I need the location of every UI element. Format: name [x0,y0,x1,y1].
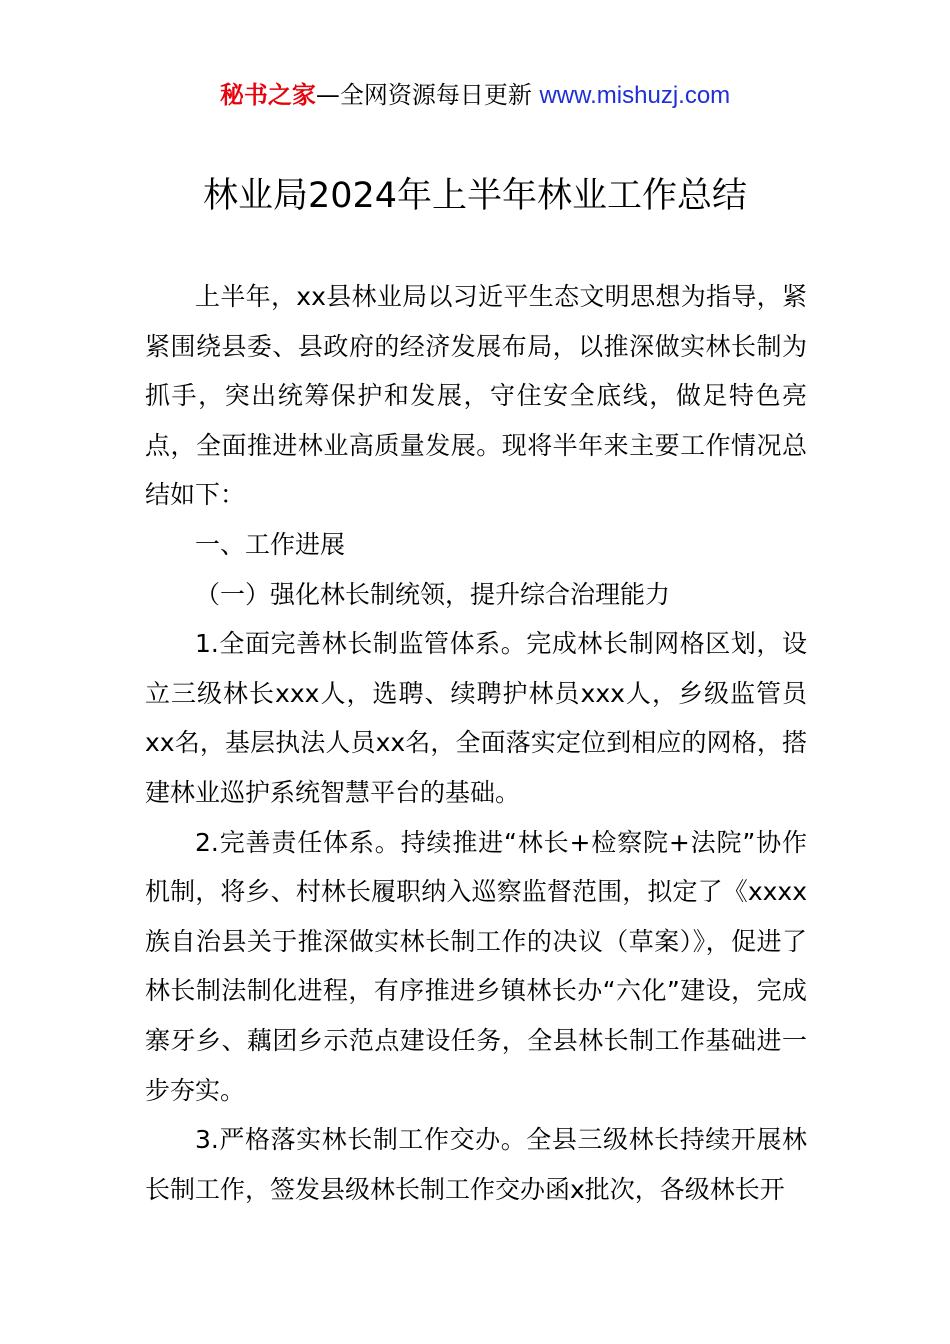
site-brand: 秘书之家 [219,81,316,109]
document-title: 林业局2024年上半年林业工作总结 [202,176,748,216]
site-tagline: —全网资源每日更新 [315,81,540,109]
section-heading: 一、工作进展 [195,529,346,559]
body-paragraph: 2.完善责任体系。持续推进“林长+检察院+法院”协作机制，将乡、村林长履职纳入巡察监督范围，拟定了《xxxx族自治县关于推深做实林长制工作的决议（草案）》，促进了林长制法制化进程，有序推进乡镇林长办“六化”建设，完成寨牙乡、藕团乡示范点建设任务，全县林长制工作基础进一步夯实。 [145,827,807,1105]
subsection-heading: （一）强化林长制统领，提升综合治理能力 [195,579,671,609]
site-header [0,78,950,113]
site-url-link[interactable]: www.mishuzj.com [539,82,731,109]
document-body [145,272,807,1214]
body-paragraph: 1.全面完善林长制监管体系。完成林长制网格区划，设立三级林长xxx人，选聘、续聘护林员xxx人，乡级监管员xx名，基层执法人员xx名，全面落实定位到相应的网格，搭建林业巡护系统智慧平台的基础。 [145,629,807,807]
body-paragraph: 3.严格落实林长制工作交办。全县三级林长持续开展林长制工作，签发县级林长制工作交办函x批次，各级林长开 [145,1125,807,1204]
intro-paragraph: 上半年，xx县林业局以习近平生态文明思想为指导，紧紧围绕县委、县政府的经济发展布局，以推深做实林长制为抓手，突出统筹保护和发展，守住安全底线，做足特色亮点，全面推进林业高质量发展。现将半年来主要工作情况总结如下： [145,282,807,510]
